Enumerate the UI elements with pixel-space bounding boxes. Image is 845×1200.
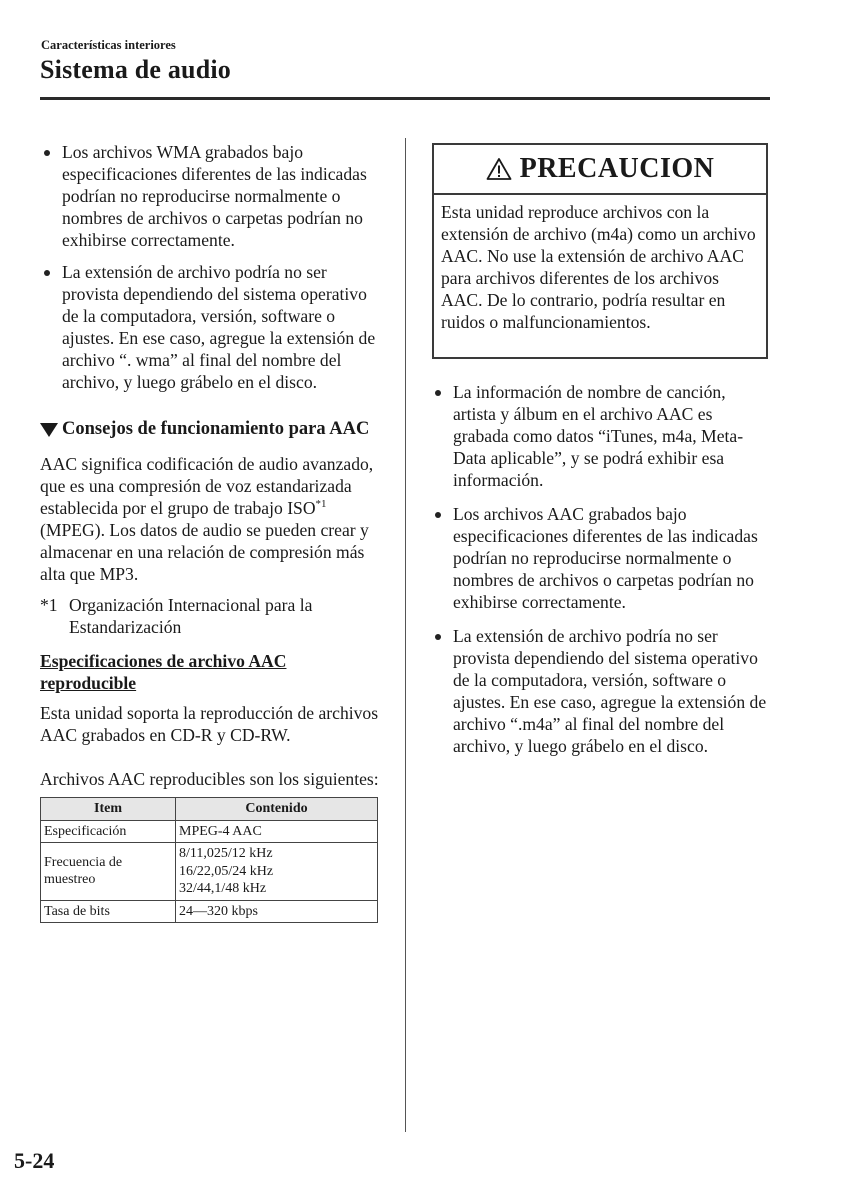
aac-spec-subheading: Especificaciones de archivo AAC reproducible <box>40 651 287 693</box>
aac-spec-table <box>40 797 378 923</box>
table-cell-content <box>176 900 378 923</box>
table-cell-item: Frecuencia de muestreo <box>41 843 176 901</box>
caution-box <box>432 143 768 359</box>
caution-title: PRECAUCION <box>519 153 715 184</box>
section-label: Características interiores <box>41 38 176 52</box>
list-item: Los archivos WMA grabados bajo especificaciones diferentes de las indicadas podrían no reproducirse normalmente o nombres de archivos o carpetas podrían no exhibirse correctamente. <box>40 141 380 251</box>
list-item: Los archivos AAC grabados bajo especificaciones diferentes de las indicadas podrían no reproducirse normalmente o nombres de archivos o carpetas podrían no exhibirse correctamente. <box>431 503 771 613</box>
cell-value: 24—320 kbps <box>179 903 258 919</box>
caution-header <box>434 145 766 195</box>
aac-files-paragraph: Archivos AAC reproducibles son los siguientes: <box>40 769 379 789</box>
cell-value: 16/22,05/24 kHz <box>179 863 274 879</box>
page-number: 5-24 <box>14 1148 55 1173</box>
table-row <box>41 843 378 901</box>
table-cell-content <box>176 820 378 843</box>
table-cell-content <box>176 843 378 901</box>
right-column <box>431 381 771 757</box>
intro-text: AAC significa codificación de audio avanzado, que es una compresión de voz estandarizada establecida por el grupo de trabajo ISO <box>40 454 374 518</box>
table-cell-item: Tasa de bits <box>41 900 176 923</box>
footnote-text: Organización Internacional para la Estandarización <box>69 595 313 637</box>
footnote-reference: *1 <box>315 498 327 510</box>
caution-text: Esta unidad reproduce archivos con la extensión de archivo (m4a) como un archivo AAC. No use la extensión de archivo AAC para archivos diferentes de los archivos AAC. De lo contrario, podría resultar en ruidos o malfuncionamientos. <box>441 202 756 332</box>
table-header-row <box>41 798 378 821</box>
page-title: Sistema de audio <box>40 55 232 84</box>
table-cell-item: Especificación <box>41 820 176 843</box>
aac-section-heading <box>40 418 380 441</box>
triangle-down-icon <box>40 423 58 437</box>
table-row <box>41 820 378 843</box>
aac-notes-list <box>431 381 771 757</box>
aac-support-paragraph: Esta unidad soporta la reproducción de archivos AAC grabados en CD-R y CD-RW. <box>40 703 379 745</box>
aac-intro-paragraph <box>40 453 380 585</box>
cell-value: MPEG-4 AAC <box>179 823 262 839</box>
intro-text-continued: (MPEG). Los datos de audio se pueden crear y almacenar en una relación de compresión más alta que MP3. <box>40 520 369 584</box>
list-item: La extensión de archivo podría no ser provista dependiendo del sistema operativo de la computadora, versión, software o ajustes. En ese caso, agregue la extensión de archivo “.m4a” al final del nombre del archivo, y luego grábelo en el disco. <box>431 625 771 757</box>
column-header-contenido: Contenido <box>176 798 378 821</box>
warning-triangle-icon <box>486 157 512 181</box>
list-item: La extensión de archivo podría no ser provista dependiendo del sistema operativo de la computadora, versión, software o ajustes. En ese caso, agregue la extensión de archivo “. wma” al final del nombre del archivo, y luego grábelo en el disco. <box>40 261 380 393</box>
wma-notes-list <box>40 141 380 393</box>
list-item: La información de nombre de canción, artista y álbum en el archivo AAC es grabada como datos “iTunes, m4a, Meta-Data aplicable”, y se podrá exhibir esa información. <box>431 381 771 491</box>
aac-heading-text: Consejos de funcionamiento para AAC <box>62 419 370 439</box>
title-rule <box>40 97 770 100</box>
footnote-mark: *1 <box>40 595 58 615</box>
column-header-item: Item <box>41 798 176 821</box>
footnote <box>40 594 380 638</box>
cell-value: 8/11,025/12 kHz <box>179 846 273 861</box>
column-divider <box>405 138 406 1132</box>
table-row <box>41 900 378 923</box>
cell-value: 32/44,1/48 kHz <box>179 881 267 896</box>
left-column <box>40 141 380 923</box>
